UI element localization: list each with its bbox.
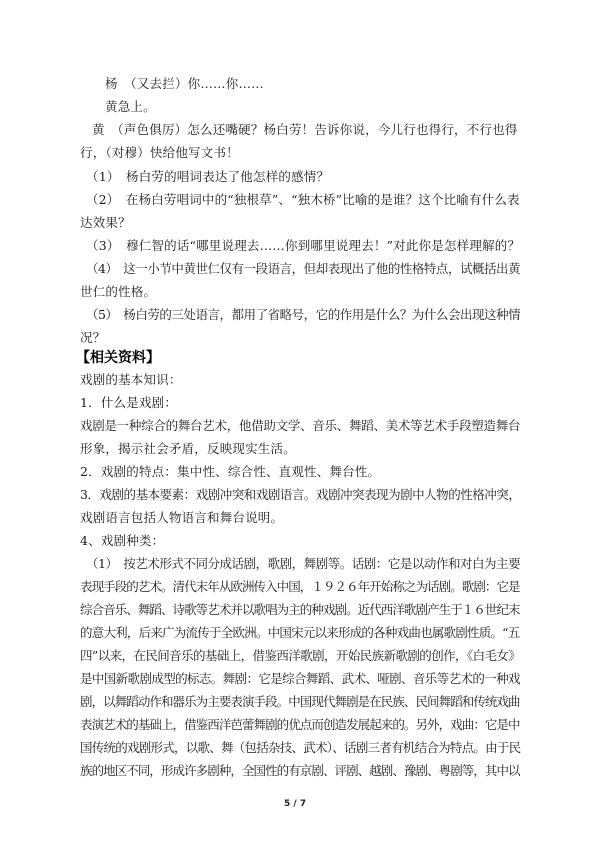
question-5-line-1: （5） 杨白劳的三处语言，都用了省略号，它的作用是什么？为什么会出现这种情 — [86, 307, 521, 322]
section-heading: 【相关资料】 — [76, 350, 160, 366]
item-4-body-line: 综合音乐、舞蹈、诗歌等艺术并以歌唱为主的种戏剧。近代西洋歌剧产生于１６世纪末 — [80, 602, 520, 617]
item-4-body-line: （1） 按艺术形式不同分成话剧，歌剧，舞剧等。话剧：它是以动作和对白为主要 — [86, 556, 521, 571]
dialogue-huang-line-2: 行，（对穆）快给他写文书！ — [80, 145, 239, 160]
question-5-line-2: 况？ — [80, 330, 106, 345]
item-4-body-line: 四”以来，在民间音乐的基础上，借鉴西洋歌剧，开始民族新歌剧的创作，《白毛女》 — [80, 648, 521, 663]
question-2-line-2: 达效果？ — [80, 215, 131, 230]
item-3-line-1: 3．戏剧的基本要素：戏剧冲突和戏剧语言。戏剧冲突表现为剧中人物的性格冲突， — [80, 487, 521, 502]
item-3-line-2: 戏剧语言包括人物语言和舞台说明。 — [80, 510, 284, 525]
dialogue-huang-line-1: 黄 （声色俱厉）怎么还嘴硬？杨白劳！告诉你说，今儿行也得行，不行也得 — [92, 122, 518, 137]
item-4-body-line: 的意大利，后来广为流传于全欧洲。中国宋元以来形成的各种戏曲也属歌剧性质。“五 — [80, 625, 520, 640]
question-1: （1） 杨白劳的唱词表达了他怎样的感情？ — [86, 169, 330, 184]
question-4-line-1: （4） 这一小节中黄世仁仅有一段语言，但却表现出了他的性格特点，试概括出黄 — [86, 261, 521, 276]
item-4-title: 4、戏剧种类： — [80, 533, 165, 548]
item-4-body-line: 国传统的戏剧形式，以歌、舞（包括杂技、武术）、话剧三者有机结合为特点。由于民 — [80, 740, 521, 755]
question-2-line-1: （2） 在杨白劳唱词中的“独根草”、“独木桥”比喻的是谁？这个比喻有什么表 — [86, 192, 520, 207]
item-4-body-line: 表演艺术的基础上，借鉴西洋芭蕾舞剧的优点而创造发展起来的。另外，戏曲：它是中 — [80, 717, 520, 732]
question-4-line-2: 世仁的性格。 — [80, 284, 157, 299]
item-2: 2．戏剧的特点：集中性、综合性、直观性、舞台性。 — [80, 464, 381, 479]
item-4-body-line: 族的地区不同，形成许多剧种，全国性的有京剧、评剧、越剧、豫剧、粤剧等，其中以 — [80, 763, 520, 778]
materials-intro: 戏剧的基本知识： — [80, 372, 182, 387]
item-4-body-line: 剧，以舞蹈动作和器乐为主要表演手段。中国现代舞剧是在民族、民间舞蹈和传统戏曲 — [80, 694, 520, 709]
stage-direction: 黄急上。 — [105, 99, 156, 114]
item-4-body-line: 表现手段的艺术。清代末年从欧洲传入中国，１９２６年开始称之为话剧。歌剧：它是 — [80, 579, 520, 594]
dialogue-yang: 杨 （又去拦）你……你…… — [105, 76, 264, 91]
item-1-title: 1．什么是戏剧： — [80, 395, 178, 410]
item-4-body-line: 是中国新歌剧成型的标志。舞剧：它是综合舞蹈、武术、哑剧、音乐等艺术的一种戏 — [80, 671, 520, 686]
item-1-body-line-1: 戏剧是一种综合的舞台艺术，他借助文学、音乐、舞蹈、美术等艺术手段塑造舞台 — [80, 418, 521, 433]
question-3: （3） 穆仁智的话“哪里说理去……你到哪里说理去！”对此你是怎样理解的？ — [86, 238, 521, 253]
page-number: 5 / 7 — [284, 799, 307, 809]
item-1-body-line-2: 形象，揭示社会矛盾，反映现实生活。 — [80, 441, 296, 456]
